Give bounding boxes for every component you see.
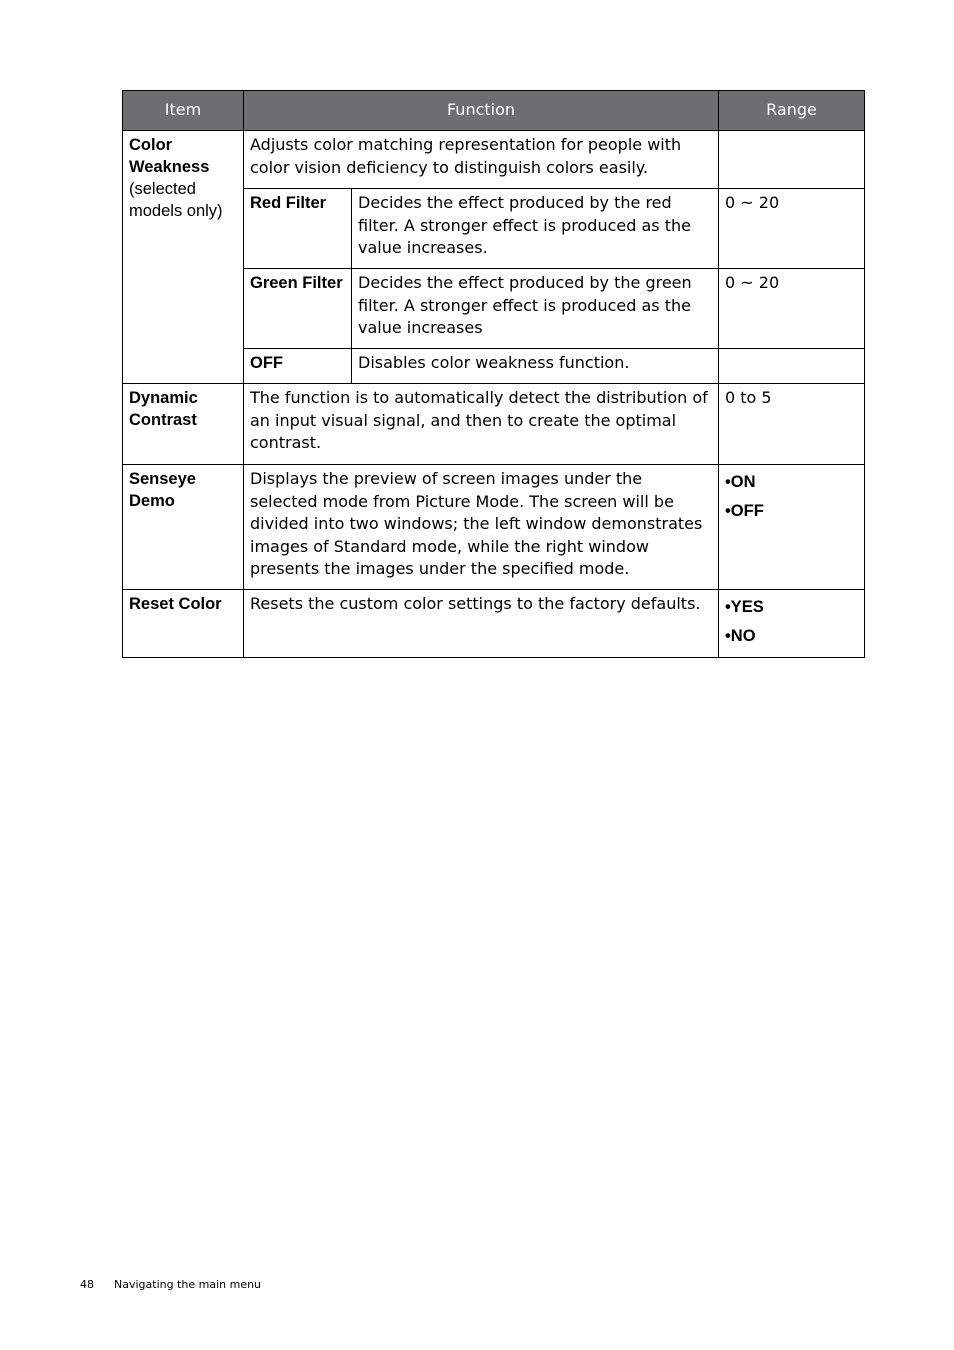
header-item: Item: [123, 91, 244, 131]
off-range: [719, 349, 865, 384]
option-yes: •YES: [725, 598, 764, 616]
red-filter-name: Red Filter: [244, 189, 352, 269]
senseye-demo-name: Senseye Demo: [123, 465, 244, 590]
page-number: 48: [80, 1278, 94, 1291]
red-filter-description: Decides the effect produced by the red filter. A stronger effect is produced as the value increases.: [352, 189, 719, 269]
red-filter-range: 0 ~ 20: [719, 189, 865, 269]
table-header-row: [123, 91, 865, 131]
option-on: •ON: [725, 473, 756, 491]
header-range: Range: [719, 91, 865, 131]
color-weakness-description: Adjusts color matching representation for people with color vision deficiency to distinguish colors easily.: [244, 131, 719, 189]
green-filter-range: 0 ~ 20: [719, 269, 865, 349]
color-weakness-name: Color Weakness: [129, 136, 210, 176]
table-row: [123, 590, 865, 658]
page-footer: [80, 1278, 261, 1291]
table-row: [123, 384, 865, 465]
table-row: [123, 131, 865, 189]
color-weakness-range: [719, 131, 865, 189]
settings-table: [122, 90, 865, 658]
dynamic-contrast-description: The function is to automatically detect the distribution of an input visual signal, and then to create the optimal contrast.: [244, 384, 719, 465]
off-description: Disables color weakness function.: [352, 349, 719, 384]
section-title: Navigating the main menu: [114, 1278, 262, 1291]
senseye-demo-range: [719, 465, 865, 590]
dynamic-contrast-name: Dynamic Contrast: [123, 384, 244, 465]
off-name: OFF: [244, 349, 352, 384]
dynamic-contrast-range: 0 to 5: [719, 384, 865, 465]
option-no: •NO: [725, 627, 756, 645]
reset-color-range: [719, 590, 865, 658]
reset-color-description: Resets the custom color settings to the factory defaults.: [244, 590, 719, 658]
header-function: Function: [244, 91, 719, 131]
green-filter-description: Decides the effect produced by the green filter. A stronger effect is produced as the value increases: [352, 269, 719, 349]
green-filter-name: Green Filter: [244, 269, 352, 349]
reset-color-name: Reset Color: [123, 590, 244, 658]
table-row: [123, 465, 865, 590]
color-weakness-item-cell: [123, 131, 244, 384]
senseye-demo-description: Displays the preview of screen images under the selected mode from Picture Mode. The screen will be divided into two windows; the left window demonstrates images of Standard mode, while the right window presents the images under the specified mode.: [244, 465, 719, 590]
color-weakness-note: (selected models only): [129, 180, 223, 220]
option-off: •OFF: [725, 502, 764, 520]
